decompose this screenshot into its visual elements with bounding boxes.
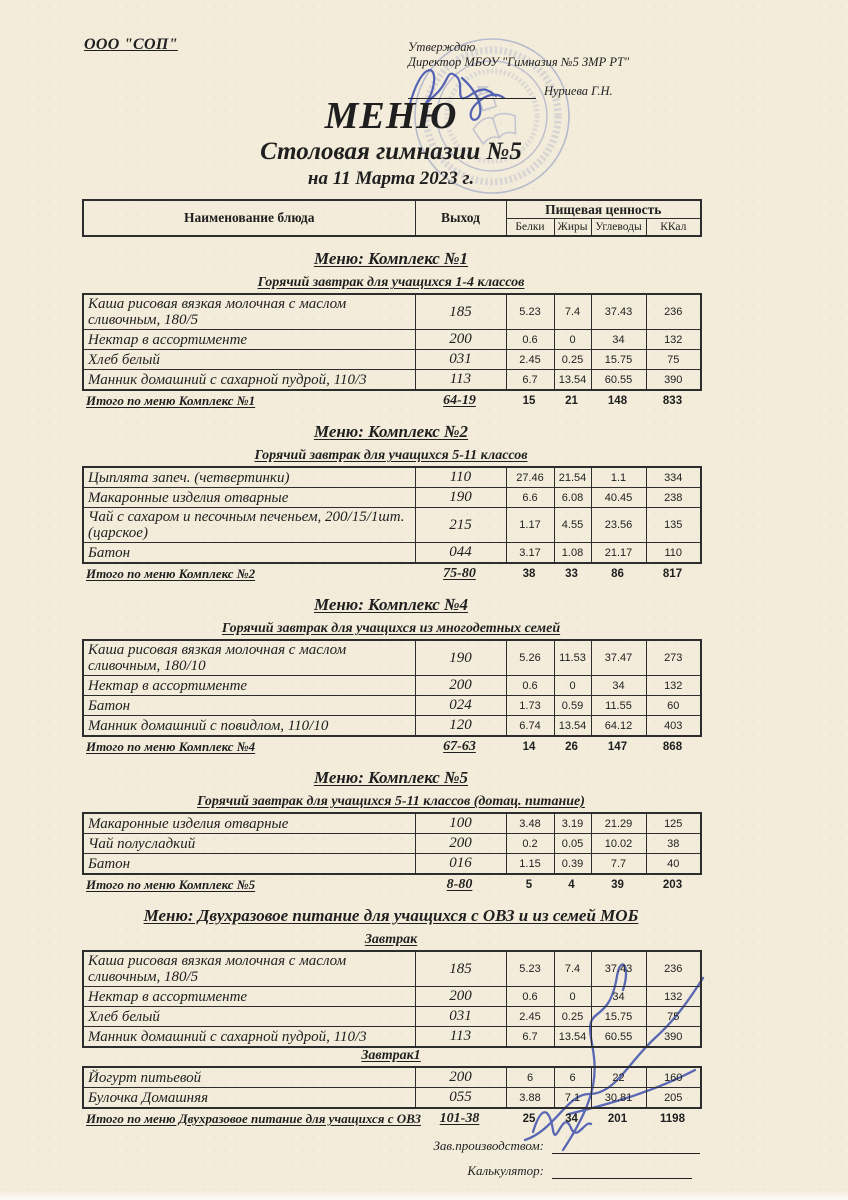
dish-name-cell: Булочка Домашняя (83, 1088, 415, 1109)
fat-cell: 0 (554, 987, 591, 1007)
dish-row (83, 813, 701, 834)
production-manager-line (82, 1138, 700, 1154)
fat-cell: 7.4 (554, 294, 591, 330)
org-name: ООО "СОП" (84, 36, 178, 53)
fat-cell: 11.53 (554, 640, 591, 676)
carbs-cell: 21.29 (591, 813, 646, 834)
fat-cell: 0.25 (554, 350, 591, 370)
portion-cell: 110 (415, 467, 506, 488)
menu-table (82, 639, 702, 737)
kcal-cell: 132 (646, 330, 701, 350)
dish-row (83, 1007, 701, 1027)
protein-cell: 1.73 (506, 696, 554, 716)
portion-cell: 190 (415, 488, 506, 508)
kcal-cell: 334 (646, 467, 701, 488)
page-title: МЕНЮ (324, 95, 458, 137)
fat-cell: 0.59 (554, 696, 591, 716)
carbs-cell: 34 (591, 330, 646, 350)
carbs-cell: 22 (591, 1067, 646, 1088)
protein-cell: 5.23 (506, 951, 554, 987)
carbs-cell: 7.7 (591, 854, 646, 875)
dish-name-cell: Батон (83, 854, 415, 875)
total-kcal-cell: 1198 (660, 1113, 685, 1125)
kcal-cell: 60 (646, 696, 701, 716)
portion-cell: 185 (415, 951, 506, 987)
footer-signatures (82, 1138, 700, 1179)
section-title (82, 422, 700, 442)
fat-cell: 7.4 (554, 951, 591, 987)
portion-cell: 024 (415, 696, 506, 716)
carbs-cell: 37.43 (591, 951, 646, 987)
total-carbs-cell: 201 (607, 1113, 628, 1125)
total-protein-cell: 5 (525, 879, 533, 891)
protein-cell: 5.23 (506, 294, 554, 330)
fat-cell: 13.54 (554, 716, 591, 737)
section-total-row (82, 876, 700, 894)
portion-cell: 200 (415, 1067, 506, 1088)
calculator-line (82, 1163, 692, 1179)
dish-row (83, 716, 701, 737)
group-subtitle (82, 932, 700, 948)
protein-cell: 2.45 (506, 1007, 554, 1027)
fat-cell: 6 (554, 1067, 591, 1088)
dish-row (83, 987, 701, 1007)
kcal-cell: 390 (646, 370, 701, 391)
production-manager-label: Зав.производством: (433, 1138, 544, 1153)
menu-date: на 11 Марта 2023 г. (307, 168, 475, 189)
group-subtitle-text: Завтрак1 (361, 1048, 421, 1063)
protein-cell: 6.7 (506, 1027, 554, 1048)
menu-table (82, 293, 702, 391)
fat-cell: 13.54 (554, 370, 591, 391)
total-label-cell: Итого по меню Двухразовое питание для учащихся с ОВЗ (86, 1111, 421, 1126)
protein-cell: 1.17 (506, 508, 554, 543)
dish-row (83, 854, 701, 875)
menu-table (82, 812, 702, 875)
production-manager-signature-line (552, 1145, 700, 1154)
protein-cell: 6.74 (506, 716, 554, 737)
portion-cell: 190 (415, 640, 506, 676)
fat-cell: 4.55 (554, 508, 591, 543)
fat-cell: 1.08 (554, 543, 591, 564)
fat-cell: 13.54 (554, 1027, 591, 1048)
dish-row (83, 951, 701, 987)
dish-name-cell: Макаронные изделия отварные (83, 488, 415, 508)
carbs-cell: 15.75 (591, 350, 646, 370)
dish-name-cell: Макаронные изделия отварные (83, 813, 415, 834)
dish-name-cell: Нектар в ассортименте (83, 330, 415, 350)
group-subtitle (82, 275, 700, 291)
kcal-cell: 125 (646, 813, 701, 834)
total-price-cell: 64-19 (443, 393, 476, 408)
fat-cell: 0.05 (554, 834, 591, 854)
total-row (82, 876, 700, 894)
page-subtitle: Столовая гимназии №5 (260, 138, 522, 165)
total-protein-cell: 25 (522, 1113, 536, 1125)
dish-row (83, 488, 701, 508)
menu-section (82, 422, 700, 583)
approve-word: Утверждаю (408, 40, 476, 54)
total-carbs-cell: 86 (611, 568, 624, 580)
protein-cell: 27.46 (506, 467, 554, 488)
total-kcal-cell: 868 (662, 741, 683, 753)
carbs-cell: 21.17 (591, 543, 646, 564)
menu-sections (82, 249, 700, 1128)
table-header (82, 199, 702, 237)
kcal-cell: 238 (646, 488, 701, 508)
dish-row (83, 696, 701, 716)
section-title-text: Меню: Комплекс №4 (313, 595, 469, 614)
fat-cell: 0.39 (554, 854, 591, 875)
group-subtitle-text: Горячий завтрак для учащихся 5-11 классов (254, 448, 528, 463)
portion-cell: 200 (415, 676, 506, 696)
dish-name-cell: Чай полусладкий (83, 834, 415, 854)
col-header-fat: Жиры (554, 219, 591, 237)
portion-cell: 031 (415, 1007, 506, 1027)
fat-cell: 6.08 (554, 488, 591, 508)
dish-row (83, 467, 701, 488)
col-header-dish-name: Наименование блюда (83, 200, 415, 236)
fat-cell: 0 (554, 676, 591, 696)
portion-cell: 215 (415, 508, 506, 543)
kcal-cell: 132 (646, 987, 701, 1007)
portion-cell: 044 (415, 543, 506, 564)
dish-name-cell: Нектар в ассортименте (83, 676, 415, 696)
section-total-row (82, 565, 700, 583)
protein-cell: 3.88 (506, 1088, 554, 1109)
carbs-cell: 1.1 (591, 467, 646, 488)
col-header-nutrition: Пищевая ценность (506, 200, 701, 219)
dish-name-cell: Каша рисовая вязкая молочная с маслом сливочным, 180/5 (83, 951, 415, 987)
total-kcal-cell: 833 (662, 395, 683, 407)
group-subtitle-text: Горячий завтрак для учащихся из многодетных семей (221, 621, 561, 636)
portion-cell: 100 (415, 813, 506, 834)
portion-cell: 200 (415, 330, 506, 350)
dish-name-cell: Батон (83, 543, 415, 564)
fat-cell: 3.19 (554, 813, 591, 834)
kcal-cell: 160 (646, 1067, 701, 1088)
total-fat-cell: 34 (565, 1113, 578, 1125)
portion-cell: 185 (415, 294, 506, 330)
dish-row (83, 834, 701, 854)
col-header-kcal: ККал (646, 219, 701, 237)
carbs-cell: 60.55 (591, 370, 646, 391)
col-header-carbs: Углеводы (591, 219, 646, 237)
menu-table (82, 1066, 702, 1109)
protein-cell: 5.26 (506, 640, 554, 676)
kcal-cell: 132 (646, 676, 701, 696)
menu-table (82, 466, 702, 564)
kcal-cell: 390 (646, 1027, 701, 1048)
col-header-protein: Белки (506, 219, 554, 237)
dish-row (83, 676, 701, 696)
carbs-cell: 11.55 (591, 696, 646, 716)
total-carbs-cell: 39 (611, 879, 624, 891)
protein-cell: 0.6 (506, 330, 554, 350)
kcal-cell: 75 (646, 350, 701, 370)
section-title (82, 249, 700, 269)
group-subtitle (82, 448, 700, 464)
total-fat-cell: 21 (565, 395, 578, 407)
section-title-text: Меню: Комплекс №1 (313, 249, 469, 268)
protein-cell: 0.6 (506, 987, 554, 1007)
total-price-cell: 8-80 (446, 877, 473, 892)
calculator-signature-line (552, 1170, 692, 1179)
document-content (82, 0, 700, 1179)
kcal-cell: 236 (646, 294, 701, 330)
dish-name-cell: Цыплята запеч. (четвертинки) (83, 467, 415, 488)
menu-table (82, 950, 702, 1048)
calculator-label: Калькулятор: (467, 1163, 544, 1178)
kcal-cell: 273 (646, 640, 701, 676)
portion-cell: 113 (415, 370, 506, 391)
group-subtitle (82, 621, 700, 637)
dish-name-cell: Манник домашний с сахарной пудрой, 110/3 (83, 370, 415, 391)
section-title (82, 768, 700, 788)
dish-row (83, 1027, 701, 1048)
dish-row (83, 350, 701, 370)
dish-row (83, 330, 701, 350)
protein-cell: 2.45 (506, 350, 554, 370)
group-subtitle (82, 1048, 700, 1064)
approve-director-line: Директор МБОУ "Гимназия №5 ЗМР РТ" (408, 55, 630, 69)
total-row (82, 738, 700, 756)
carbs-cell: 34 (591, 987, 646, 1007)
protein-cell: 3.48 (506, 813, 554, 834)
carbs-cell: 34 (591, 676, 646, 696)
section-title-text: Меню: Двухразовое питание для учащихся с ОВЗ и из семей МОБ (143, 906, 639, 925)
section-title-text: Меню: Комплекс №5 (313, 768, 469, 787)
carbs-cell: 23.56 (591, 508, 646, 543)
section-total-row (82, 392, 700, 410)
group-subtitle-text: Горячий завтрак для учащихся 1-4 классов (257, 275, 525, 290)
dish-name-cell: Каша рисовая вязкая молочная с маслом сливочным, 180/5 (83, 294, 415, 330)
carbs-cell: 64.12 (591, 716, 646, 737)
menu-section (82, 249, 700, 410)
col-header-output: Выход (415, 200, 506, 236)
total-price-cell: 101-38 (439, 1111, 480, 1126)
total-protein-cell: 38 (522, 568, 536, 580)
fat-cell: 0 (554, 330, 591, 350)
total-protein-cell: 15 (522, 395, 536, 407)
kcal-cell: 75 (646, 1007, 701, 1027)
total-label-cell: Итого по меню Комплекс №5 (86, 877, 256, 892)
protein-cell: 3.17 (506, 543, 554, 564)
dish-row (83, 1067, 701, 1088)
dish-row (83, 508, 701, 543)
total-row (82, 392, 700, 410)
group-subtitle-text: Завтрак (364, 932, 418, 947)
section-title (82, 906, 700, 926)
dish-name-cell: Нектар в ассортименте (83, 987, 415, 1007)
section-title-text: Меню: Комплекс №2 (313, 422, 469, 441)
carbs-cell: 37.47 (591, 640, 646, 676)
protein-cell: 6.6 (506, 488, 554, 508)
dish-name-cell: Чай с сахаром и песочным печеньем, 200/15/1шт. (царское) (83, 508, 415, 543)
total-fat-cell: 4 (568, 879, 575, 891)
total-carbs-cell: 148 (607, 395, 628, 407)
total-price-cell: 75-80 (443, 566, 476, 581)
dish-row (83, 640, 701, 676)
fat-cell: 0.25 (554, 1007, 591, 1027)
kcal-cell: 110 (646, 543, 701, 564)
protein-cell: 1.15 (506, 854, 554, 875)
approval-block (408, 40, 758, 99)
carbs-cell: 10.02 (591, 834, 646, 854)
group-subtitle-text: Горячий завтрак для учащихся 5-11 классов (дотац. питание) (197, 794, 585, 809)
kcal-cell: 205 (646, 1088, 701, 1109)
protein-cell: 6 (506, 1067, 554, 1088)
kcal-cell: 135 (646, 508, 701, 543)
dish-name-cell: Манник домашний с сахарной пудрой, 110/3 (83, 1027, 415, 1048)
portion-cell: 016 (415, 854, 506, 875)
dish-name-cell: Батон (83, 696, 415, 716)
total-carbs-cell: 147 (607, 741, 628, 753)
carbs-cell: 30.81 (591, 1088, 646, 1109)
portion-cell: 031 (415, 350, 506, 370)
total-label-cell: Итого по меню Комплекс №2 (86, 566, 256, 581)
kcal-cell: 403 (646, 716, 701, 737)
portion-cell: 113 (415, 1027, 506, 1048)
menu-section (82, 768, 700, 894)
total-protein-cell: 14 (522, 741, 536, 753)
total-kcal-cell: 817 (662, 568, 683, 580)
portion-cell: 120 (415, 716, 506, 737)
dish-name-cell: Хлеб белый (83, 1007, 415, 1027)
kcal-cell: 40 (646, 854, 701, 875)
section-total-row (82, 738, 700, 756)
portion-cell: 200 (415, 987, 506, 1007)
total-kcal-cell: 203 (662, 879, 683, 891)
total-row (82, 1110, 700, 1128)
fat-cell: 7.1 (554, 1088, 591, 1109)
total-fat-cell: 26 (565, 741, 578, 753)
kcal-cell: 236 (646, 951, 701, 987)
total-row (82, 565, 700, 583)
dish-row (83, 294, 701, 330)
signature-line (408, 88, 536, 99)
carbs-cell: 37.43 (591, 294, 646, 330)
carbs-cell: 40.45 (591, 488, 646, 508)
menu-section (82, 595, 700, 756)
dish-row (83, 1088, 701, 1109)
portion-cell: 055 (415, 1088, 506, 1109)
dish-name-cell: Хлеб белый (83, 350, 415, 370)
dish-name-cell: Каша рисовая вязкая молочная с маслом сливочным, 180/10 (83, 640, 415, 676)
total-label-cell: Итого по меню Комплекс №4 (86, 739, 256, 754)
portion-cell: 200 (415, 834, 506, 854)
total-price-cell: 67-63 (443, 739, 476, 754)
dish-row (83, 370, 701, 391)
dish-name-cell: Манник домашний с повидлом, 110/10 (83, 716, 415, 737)
carbs-cell: 60.55 (591, 1027, 646, 1048)
dish-row (83, 543, 701, 564)
kcal-cell: 38 (646, 834, 701, 854)
carbs-cell: 15.75 (591, 1007, 646, 1027)
approver-name: Нуриева Г.Н. (544, 84, 613, 98)
protein-cell: 0.6 (506, 676, 554, 696)
section-title (82, 595, 700, 615)
group-subtitle (82, 794, 700, 810)
menu-section (82, 906, 700, 1128)
total-fat-cell: 33 (565, 568, 578, 580)
section-total-row (82, 1110, 700, 1128)
total-label-cell: Итого по меню Комплекс №1 (86, 393, 256, 408)
protein-cell: 0.2 (506, 834, 554, 854)
protein-cell: 6.7 (506, 370, 554, 391)
dish-name-cell: Йогурт питьевой (83, 1067, 415, 1088)
fat-cell: 21.54 (554, 467, 591, 488)
